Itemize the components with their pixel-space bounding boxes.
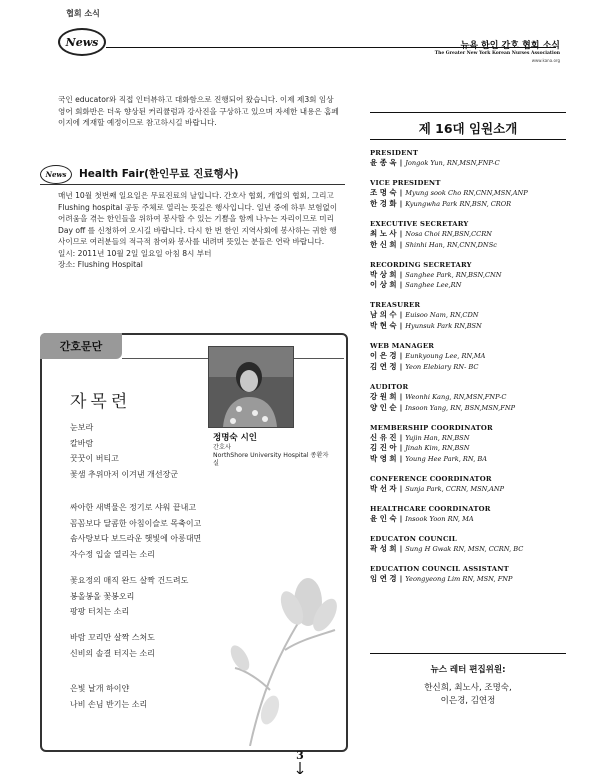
poet-name: 정명숙 시인 [213, 433, 258, 443]
poem-line: 싸아한 새벽물은 정기로 샤워 끝내고 [70, 503, 197, 512]
page-number: 3 [296, 749, 304, 762]
officer-korean-name: 곽 성 희 [370, 544, 397, 554]
officer-role: CONFERENCE COORDINATOR [370, 475, 492, 484]
officer-korean-name: 박 현 숙 [370, 321, 397, 331]
name-separator: | [399, 280, 403, 290]
editors-line: 이은경, 김연정 [440, 695, 496, 706]
poem-line: 바람 꼬리만 살짝 스쳐도 [70, 633, 155, 642]
poem-line: 자수정 입술 열리는 소리 [70, 549, 155, 559]
officer-english-name: Myung sook Cho RN,CNN,MSN,ANP [405, 188, 528, 197]
editors-names [370, 682, 566, 707]
officer-english-name: Sunja Park, CCRN, MSN,ANP [405, 485, 505, 494]
officer-english-name: Sanghee Park, RN,BSN,CNN [405, 270, 502, 279]
officer-member [370, 454, 570, 465]
poet-photo [208, 346, 294, 428]
officer-korean-name: 최 노 사 [370, 228, 397, 238]
officer-member [370, 362, 570, 373]
health-fair-date: 일시: 2011년 10월 2일 일요일 아침 8시 부터 [58, 248, 212, 258]
poem-line: 꼼꼼보다 달콤한 아침이슬로 목축이고 [70, 518, 202, 528]
officer-korean-name: 조 명 숙 [370, 187, 397, 197]
officer-korean-name: 신 유 진 [370, 432, 397, 442]
officer-korean-name: 박 선 자 [370, 484, 397, 494]
officer-english-name: Yujin Han, RN,BSN [405, 433, 470, 442]
officer-korean-name: 한 신 희 [370, 239, 397, 249]
page-ornament-icon [295, 762, 305, 774]
officer-korean-name: 윤 종 옥 [370, 158, 397, 167]
officer-english-name: Weonhi Kang, RN,MSN,FNP-C [405, 392, 507, 401]
officer-role: EXECUTIVE SECRETARY [370, 219, 469, 228]
officer-role: WEB MANAGER [370, 342, 435, 351]
officers-title-rule [370, 139, 566, 140]
officer-group [370, 341, 570, 373]
officer-group [370, 423, 570, 465]
editors-line: 한신희, 최노사, 조명숙, [424, 683, 512, 693]
officers-list [370, 148, 570, 594]
officer-english-name: Yeon Elebiary RN- BC [405, 362, 479, 371]
officer-member [370, 484, 570, 495]
name-separator: | [399, 443, 403, 453]
name-separator: | [399, 239, 403, 249]
poet-info [213, 444, 333, 468]
intro-paragraph: 국인 educator와 직접 인터뷰하고 대화함으로 진행되어 왔습니다. 이제 제3회 임상영어 회화반은 더욱 향상된 커리큘럼과 강사진을 구상하고 있으며 자세한 내용은 홈페이지에 게재할 예정이므로 참고하시길 바랍니다. [58, 95, 339, 127]
officer-member [370, 280, 570, 291]
poem-line: 꽃샘 추위마저 이겨낸 개선장군 [70, 469, 179, 479]
officer-korean-name: 이 상 희 [370, 280, 397, 290]
officer-group [370, 260, 570, 292]
officer-member [370, 270, 570, 281]
officer-member [370, 443, 570, 454]
poem-line: 꿋꿋이 버티고 [70, 454, 119, 463]
officer-group [370, 382, 570, 414]
officer-korean-name: 남 의 수 [370, 310, 397, 320]
officer-english-name: Eunkyoung Lee, RN,MA [405, 352, 486, 361]
name-separator: | [399, 187, 403, 197]
poem-line: 팡팡 터치는 소리 [70, 607, 130, 616]
officer-korean-name: 박 영 희 [370, 454, 397, 464]
officer-english-name: Hyunsuk Park RN,BSN [405, 322, 482, 331]
health-fair-place: 장소: Flushing Hospital [58, 260, 143, 269]
officer-korean-name: 임 연 경 [370, 574, 397, 584]
officer-english-name: Shinhi Han, RN,CNN,DNSc [405, 240, 497, 249]
name-separator: | [399, 361, 403, 371]
officer-member [370, 433, 570, 444]
officer-korean-name: 강 원 희 [370, 391, 397, 401]
poem-line: 칼바람 [70, 438, 94, 448]
officer-member [370, 240, 570, 251]
poem-stanza [70, 681, 147, 712]
officer-member [370, 574, 570, 585]
health-fair-rule [40, 184, 345, 185]
brand-url: www.kana.org [531, 58, 560, 63]
officers-top-rule [370, 112, 566, 113]
poem-stanza [70, 573, 188, 620]
officer-english-name: Kyungwha Park RN,BSN, CROR [405, 199, 512, 208]
officer-korean-name: 양 인 순 [370, 402, 397, 412]
poem-line: 은빛 날개 하이얀 [70, 684, 130, 693]
officer-english-name: Young Hee Park, RN, BA [405, 455, 488, 464]
officer-member [370, 544, 570, 555]
brand-english: The Greater New York Korean Nurses Association [434, 51, 560, 56]
poem-line: 눈보라 [70, 423, 94, 432]
officer-member [370, 158, 570, 169]
officer-korean-name: 박 상 희 [370, 269, 397, 279]
news-badge: News [58, 28, 106, 56]
officer-english-name: Jongok Yun, RN,MSN,FNP-C [405, 159, 500, 167]
name-separator: | [399, 310, 403, 320]
health-fair-news-badge: News [40, 165, 72, 184]
poem-stanza [70, 500, 201, 562]
name-separator: | [399, 544, 403, 554]
poem-line: 봉올봉올 꽃봉오리 [70, 591, 135, 601]
poem-line: 신비의 솔결 터지는 소리 [70, 648, 155, 658]
name-separator: | [399, 391, 403, 401]
officer-english-name: Jinah Kim, RN,BSN [405, 444, 470, 453]
poet-role: 간호사 [213, 444, 231, 451]
officer-member [370, 310, 570, 321]
name-separator: | [399, 432, 403, 442]
name-separator: | [399, 321, 403, 331]
officer-korean-name: 한 경 화 [370, 198, 397, 208]
officer-role: AUDITOR [370, 382, 409, 391]
header-badge-caption: 협회 소식 [66, 9, 100, 18]
name-separator: | [399, 228, 403, 238]
officer-member [370, 351, 570, 362]
officer-member [370, 321, 570, 332]
magnolia-illustration [230, 540, 340, 746]
officer-english-name: Yeongyeong Lim RN, MSN, FNP [405, 575, 513, 584]
officer-group [370, 504, 570, 525]
name-separator: | [399, 402, 403, 412]
officer-english-name: Sung H Gwak RN, MSN, CCRN, BC [405, 545, 524, 554]
officer-member [370, 199, 570, 210]
officer-english-name: Euisoo Nam, RN,CDN [405, 311, 479, 320]
health-fair-title: Health Fair(한인무료 진료행사) [79, 168, 239, 180]
name-separator: | [399, 514, 403, 524]
officer-role: TREASURER [370, 301, 421, 310]
editors-rule [370, 653, 566, 654]
officer-group [370, 564, 570, 585]
officer-member [370, 403, 570, 414]
officer-role: PRESIDENT [370, 149, 419, 157]
editors-title: 뉴스 레터 편집위원: [430, 665, 506, 675]
officer-role: EDUCATON COUNCIL [370, 535, 457, 544]
officer-korean-name: 김 진 아 [370, 443, 397, 453]
officer-korean-name: 윤 인 숙 [370, 514, 397, 524]
officer-group [370, 178, 570, 210]
officer-korean-name: 김 연 정 [370, 361, 397, 371]
officer-role: MEMBERSHIP COORDINATOR [370, 423, 493, 432]
name-separator: | [399, 574, 403, 584]
name-separator: | [399, 269, 403, 279]
officer-group [370, 300, 570, 332]
poem-line: 나비 손님 반기는 소리 [70, 699, 148, 709]
name-separator: | [399, 198, 403, 208]
name-separator: | [399, 158, 403, 167]
poet-affiliation: NorthShore University Hospital 종환자실 [213, 452, 329, 467]
officer-group [370, 474, 570, 495]
poem-stanza [70, 420, 178, 482]
officer-korean-name: 이 은 경 [370, 351, 397, 361]
officer-member [370, 392, 570, 403]
officer-role: HEALTHCARE COORDINATOR [370, 505, 491, 514]
poem-line: 솜사탕보다 보드라운 햇빛에 아롱대면 [70, 534, 202, 543]
officer-member [370, 514, 570, 525]
officer-member [370, 188, 570, 199]
poem-line: 꽃요정의 매직 완드 살짝 건드려도 [70, 576, 189, 585]
officer-english-name: Insoon Yang, RN, BSN,MSN,FNP [405, 403, 516, 412]
officer-english-name: Sanghee Lee,RN [405, 281, 462, 290]
officer-member [370, 229, 570, 240]
officer-english-name: Nosa Choi RN,BSN,CCRN [405, 229, 492, 238]
officer-group [370, 534, 570, 555]
health-fair-paragraph: 매년 10월 첫번째 일요일은 무료진료의 날입니다. 간호사 협회, 개업의 협회, 그리고 Flushing hospital 공동 주체로 열리는 뜻깊은 행사입니다. 일년 중에 하루 보험없이 어려움을 겪는 한인들을 위하여 봉사할 수 있는 기쁨을 함께 나누는 자리이므로 미리 Day off 를 신청하여 오시길 바랍니다. 다시 한 번 한인 지역사회에 봉사하는 귀한 행사이므로 여러분들의 적극적 참여와 봉사를 내려며 뜻있는 분들은 연락 바랍니다. [58, 191, 338, 246]
health-fair-body [58, 190, 343, 271]
officer-group [370, 148, 570, 169]
officer-role: VICE PRESIDENT [370, 178, 441, 187]
poem-stanza [70, 630, 155, 661]
name-separator: | [399, 454, 403, 464]
officers-title: 제 16대 임원소개 [418, 121, 518, 136]
section-tab-nursing-literature: 간호문단 [40, 333, 122, 359]
portrait-image [209, 347, 293, 427]
name-separator: | [399, 484, 403, 494]
poem-title: 자목련 [70, 392, 132, 412]
officer-english-name: Insook Yoon RN, MA [405, 515, 474, 524]
officer-role: RECORDING SECRETARY [370, 260, 472, 269]
officer-role: EDUCATION COUNCIL ASSISTANT [370, 565, 509, 574]
name-separator: | [399, 351, 403, 361]
officer-group [370, 219, 570, 251]
brand-korean: 뉴욕 한인 간호 협회 소식 [460, 41, 560, 51]
